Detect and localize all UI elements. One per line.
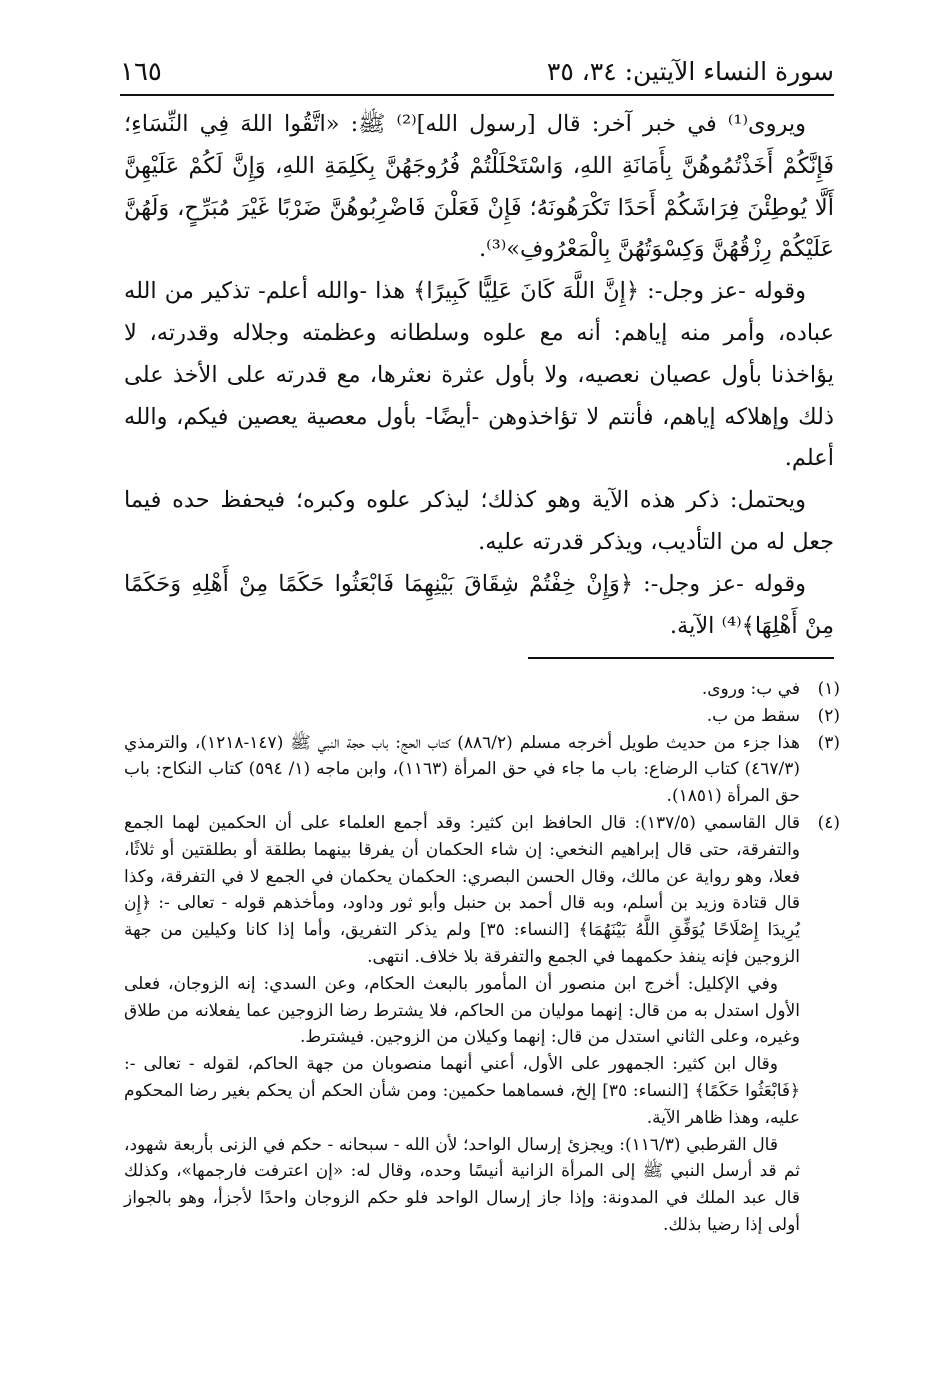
- footnote: [124, 810, 840, 1239]
- footnote-number: (٢): [817, 705, 840, 726]
- footnote-body: [124, 703, 800, 730]
- body-paragraph: ويروى⁽¹⁾ في خبر آخر: قال [رسول الله]⁽²⁾ ﷺ: «اتَّقُوا اللهَ فِي النِّسَاءِ؛ فَإِنَّكُمْ أَخَذْتُمُوهُنَّ بِأَمَانَةِ اللهِ، وَاسْتَحْلَلْتُمْ فُرُوجَهُنَّ بِكَلِمَةِ اللهِ، وَإِنَّ لَكُمْ عَلَيْهِنَّ أَلَّا يُوطِئْنَ فِرَاشَكُمْ أَحَدًا تَكْرَهُونَهُ؛ فَإِنْ فَعَلْنَ فَاضْرِبُوهُنَّ ضَرْبًا غَيْرَ مُبَرِّحٍ، وَلَهُنَّ عَلَيْكُمْ رِزْقُهُنَّ وَكِسْوَتُهُنَّ بِالْمَعْرُوفِ»⁽³⁾.: [124, 111, 834, 263]
- running-title: سورة النساء الآيتين: ٣٤، ٣٥: [546, 57, 834, 86]
- header-divider: [120, 94, 834, 96]
- footnote-number: (٣): [817, 732, 840, 753]
- footnote-text: سقط من ب.: [706, 705, 800, 726]
- footnote-body: [124, 730, 800, 810]
- footnote-number: (٤): [817, 812, 840, 833]
- footnote-text: قال القاسمي (١٣٧/٥): قال الحافظ ابن كثير: وقد أجمع العلماء على أن الحكمين لهما الجمع والتفرقة، حتى قال إبراهيم النخعي: إن شاء الحكمان أن يفرقا بينهما بطلقة أو بطلقتين أو ثلاثًا، فعلا، وهو رواية عن مالك، وقال الحسن البصري: الحكمان يحكمان في الجمع لا في التفرقة، وكذا قال قتادة وزيد بن أسلم، وبه قال أحمد بن حنبل وأبو ثور وداود، ومأخذهم قوله - تعالى -: ﴿إِن يُرِيدَا إِصْلَاحًا يُوَفِّقِ اللَّهُ بَيْنَهُمَا﴾ [النساء: ٣٥] ولم يذكر التفريق، وأما إذا كانا وكيلين من جهة الزوجين فإنه ينفذ حكمهما في الجمع والتفرقة بلا خلاف. انتهى.: [124, 812, 800, 967]
- footnote-text: هذا جزء من حديث طويل أخرجه مسلم (٨٨٦/٢) كتاب الحج: باب حجة النبي ﷺ (١٤٧-١٢١٨)، والترمذي (٤٦٧/٣) كتاب الرضاع: باب ما جاء في حق المرأة (١١٦٣)، وابن ماجه (١/ ٥٩٤) كتاب النكاح: باب حق المرأة (١٨٥١).: [124, 732, 800, 807]
- footnote-text: قال القرطبي (١١٦/٣): ويجزئ إرسال الواحد؛ لأن الله - سبحانه - حكم في الزنى بأربعة شهود، ثم قد أرسل النبي ﷺ إلى المرأة الزانية أنيسًا وحده، وقال له: «إن اعترفت فارجمها»، وكذلك قال عبد الملك في المدونة: وإذا جاز إرسال الواحد فلو حكم الزوجان واحدًا لأجزأ، وهو بالجواز أولى إذا رضيا بذلك.: [124, 1134, 800, 1235]
- footnote-number: (١): [817, 679, 840, 699]
- page-header: [120, 55, 834, 95]
- body-paragraph: ويحتمل: ذكر هذه الآية وهو كذلك؛ ليذكر علوه وكبره؛ فيحفظ حده فيما جعل له من التأديب، ويذكر قدرته عليه.: [124, 487, 834, 555]
- footnote: [124, 676, 840, 703]
- main-text: [124, 104, 834, 647]
- footnote-text: في ب: وروى.: [701, 679, 800, 699]
- footnote-divider: [528, 657, 834, 659]
- body-paragraph: وقوله -عز وجل-: ﴿وَإِنْ خِفْتُمْ شِقَاقَ بَيْنِهِمَا فَابْعَثُوا حَكَمًا مِنْ أَهْلِهِ وَحَكَمًا مِنْ أَهْلِهَا﴾⁽⁴⁾ الآية.: [124, 570, 834, 639]
- footnote-text: وقال ابن كثير: الجمهور على الأول، أعني أنهما منصوبان من جهة الحاكم، لقوله - تعالى -: ﴿فَابْعَثُوا حَكَمًا﴾ [النساء: ٣٥] إلخ، فسماهما حكمين: ومن شأن الحكم أن يحكم بغير رضا المحكوم عليه، وهذا ظاهر الآية.: [124, 1054, 800, 1128]
- footnote: [124, 730, 840, 810]
- footnote: [124, 703, 840, 730]
- footnote-text: وفي الإكليل: أخرج ابن منصور أن المأمور بالبعث الحكام، وعن السدي: إنه الزوجان، فعلى الأول استدل به من قال: إنهما موليان من الحاكم، فلا يشترط رضا الزوجين عما يفعلانه من طلاق وغيره، وعلى الثاني استدل من قال: إنهما وكيلان من الزوجين. فيشترط.: [124, 973, 800, 1048]
- footnote-body: [124, 676, 800, 703]
- footnote-body: [124, 810, 800, 1239]
- footnotes: [124, 676, 840, 1239]
- body-paragraph: وقوله -عز وجل-: ﴿إِنَّ اللَّهَ كَانَ عَلِيًّا كَبِيرًا﴾ هذا -والله أعلم- تذكير من الله عباده، وأمر منه إياهم: أنه مع علوه وسلطانه وعظمته وجلاله وقدرته، لا يؤاخذنا بأول عصيان نعصيه، ولا بأول عثرة نعثرها، مع قدرته على الأخذ على ذلك وإهلاكه إياهم، فأنتم لا تؤاخذوهن -أيضًا- بأول معصية يعصين فيكم، والله أعلم.: [124, 278, 834, 472]
- page-number: ١٦٥: [120, 57, 162, 87]
